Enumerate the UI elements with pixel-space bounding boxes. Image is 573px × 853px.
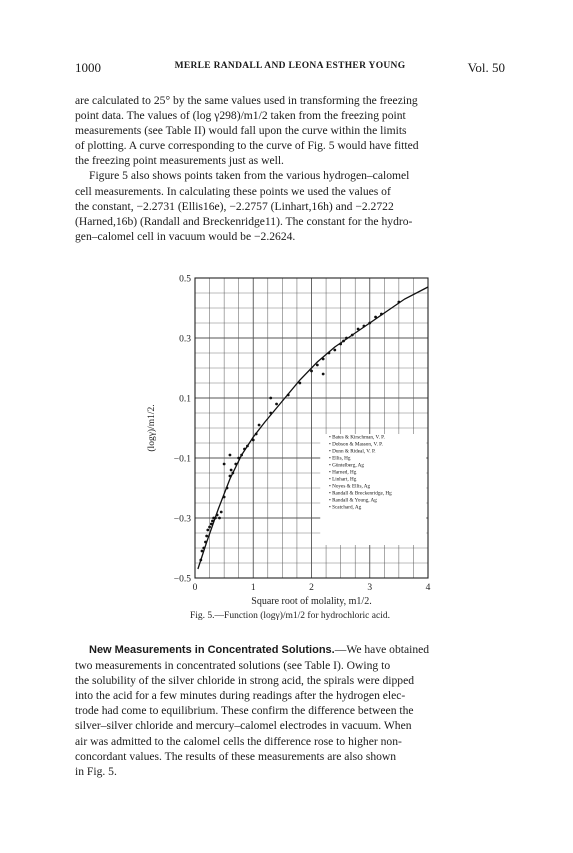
- text-line: into the acid for a few minutes during readings after the hydrogen elec-: [75, 689, 406, 703]
- data-point: [231, 472, 234, 475]
- data-point: [234, 463, 237, 466]
- figure-5-chart: [140, 268, 440, 620]
- y-tick-label: 0.5: [179, 274, 191, 285]
- data-point: [240, 454, 243, 457]
- data-point: [211, 520, 214, 523]
- data-point: [246, 445, 249, 448]
- data-point: [368, 322, 371, 325]
- x-axis-title: Square root of molality, m1/2.: [251, 596, 372, 607]
- x-tick-label: 2: [309, 583, 314, 593]
- data-point: [322, 358, 325, 361]
- data-point: [205, 535, 208, 538]
- text-line: silver–silver chloride and mercury–calomel electrodes in vacuum. When: [75, 719, 412, 733]
- running-authors: MERLE RANDALL AND LEONA ESTHER YOUNG: [174, 61, 406, 71]
- text-line: gen–calomel cell in vacuum would be −2.2624.: [75, 229, 296, 243]
- data-point: [210, 523, 213, 526]
- data-point: [363, 325, 366, 328]
- legend-entry: • Güntelberg, Ag: [328, 462, 364, 469]
- y-tick-label: 0.1: [179, 394, 191, 405]
- data-point: [269, 397, 272, 400]
- data-point: [237, 457, 240, 460]
- data-point: [229, 475, 232, 478]
- text-line: in Fig. 5.: [75, 764, 117, 778]
- data-point: [316, 364, 319, 367]
- data-point: [298, 382, 301, 385]
- text-line: the constant, −2.2731 (Ellis16e), −2.2757 (Linhart,16h) and −2.2722: [75, 199, 394, 213]
- x-tick-label: 3: [367, 583, 373, 593]
- text-line: [75, 642, 505, 658]
- data-point: [255, 433, 258, 436]
- y-tick-label: −0.5: [173, 574, 191, 585]
- text-line: of plotting. A curve corresponding to the curve of Fig. 5 would have fitted: [75, 139, 419, 153]
- data-point: [339, 343, 342, 346]
- data-point: [204, 541, 207, 544]
- text-line: Figure 5 also shows points taken from the various hydrogen–calomel: [89, 169, 410, 183]
- y-tick-label: −0.1: [173, 454, 191, 465]
- text-line: cell measurements. In calculating these points we used the values of: [75, 184, 391, 198]
- data-point: [206, 529, 209, 532]
- data-point: [201, 550, 204, 553]
- data-point: [380, 313, 383, 316]
- text-line: air was admitted to the calomel cells the difference rose to higher non-: [75, 734, 402, 748]
- x-tick-label: 0: [192, 583, 198, 593]
- data-point: [258, 424, 261, 427]
- data-point: [310, 370, 313, 373]
- data-point: [199, 559, 202, 562]
- data-point: [345, 337, 348, 340]
- data-point: [243, 448, 246, 451]
- text-line: are calculated to 25° by the same values used in transforming the freezing: [75, 94, 418, 107]
- data-point: [342, 340, 345, 343]
- legend-entry: • Scatchard, Ag: [328, 504, 362, 511]
- text-line: point data. The values of (log γ298)/m1/2 taken from the freezing point: [75, 109, 406, 123]
- text-line: concordant values. The results of these measurements are also shown: [75, 749, 397, 763]
- data-point: [218, 517, 221, 520]
- data-point: [269, 412, 272, 415]
- data-point: [202, 547, 205, 550]
- data-point: [374, 316, 377, 319]
- legend-entry: • Harned, Hg: [328, 469, 357, 476]
- data-point: [216, 514, 219, 517]
- data-point: [220, 511, 223, 514]
- section-heading: New Measurements in Concentrated Solutions.: [89, 644, 335, 656]
- text-line: the solubility of the silver chloride in strong acid, the spirals were dipped: [75, 674, 415, 688]
- running-header: [75, 60, 505, 80]
- data-point: [333, 349, 336, 352]
- legend-entry: • Linhart, Hg: [328, 476, 357, 483]
- data-point: [351, 334, 354, 337]
- x-tick-label: 1: [250, 583, 256, 593]
- y-tick-label: −0.3: [173, 514, 191, 525]
- legend-entry: • Ellis, Hg: [328, 455, 351, 462]
- y-tick-label: 0.3: [179, 334, 191, 345]
- text-run: —We have obtained: [334, 643, 430, 656]
- text-line: trode had come to equilibrium. These confirm the difference between the: [75, 704, 414, 718]
- data-point: [230, 469, 233, 472]
- legend-entry: • Dobson & Masson, V. P.: [328, 441, 383, 448]
- text-line: the freezing point measurements just as well.: [75, 154, 284, 168]
- legend-entry: • Dunn & Rideal, V. P.: [328, 448, 376, 455]
- data-point: [357, 328, 360, 331]
- legend-entry: • Randall & Breckenridge, Hg: [328, 490, 392, 497]
- body-text-bottom: [75, 642, 505, 779]
- data-point: [208, 526, 211, 529]
- data-point: [397, 301, 400, 304]
- text-line: two measurements in concentrated solutions (see Table I). Owing to: [75, 659, 391, 673]
- data-point: [214, 517, 217, 520]
- volume-label: Vol. 50: [467, 60, 505, 75]
- data-point: [322, 373, 325, 376]
- data-point: [275, 403, 278, 406]
- body-text-top: [75, 93, 505, 244]
- legend-entry: • Bates & Kirschman, V. P.: [328, 434, 385, 441]
- legend-entry: • Randall & Young, Ag: [328, 497, 377, 504]
- data-point: [229, 454, 232, 457]
- text-line: measurements (see Table II) would fall upon the curve within the limits: [75, 124, 407, 138]
- y-axis-title: (logγ)/m1/2.: [147, 404, 157, 452]
- data-point: [328, 352, 331, 355]
- data-point: [252, 439, 255, 442]
- legend-entry: • Noyes & Ellis, Ag: [328, 483, 371, 490]
- x-tick-label: 4: [425, 583, 431, 593]
- data-point: [223, 463, 226, 466]
- data-point: [223, 496, 226, 499]
- data-point: [226, 487, 229, 490]
- page-number: 1000: [75, 60, 101, 75]
- data-point: [287, 394, 290, 397]
- figure-caption: Fig. 5.—Function (logγ)/m1/2 for hydrochloric acid.: [190, 611, 390, 620]
- text-line: (Harned,16b) (Randall and Breckenridge11). The constant for the hydro-: [75, 214, 413, 228]
